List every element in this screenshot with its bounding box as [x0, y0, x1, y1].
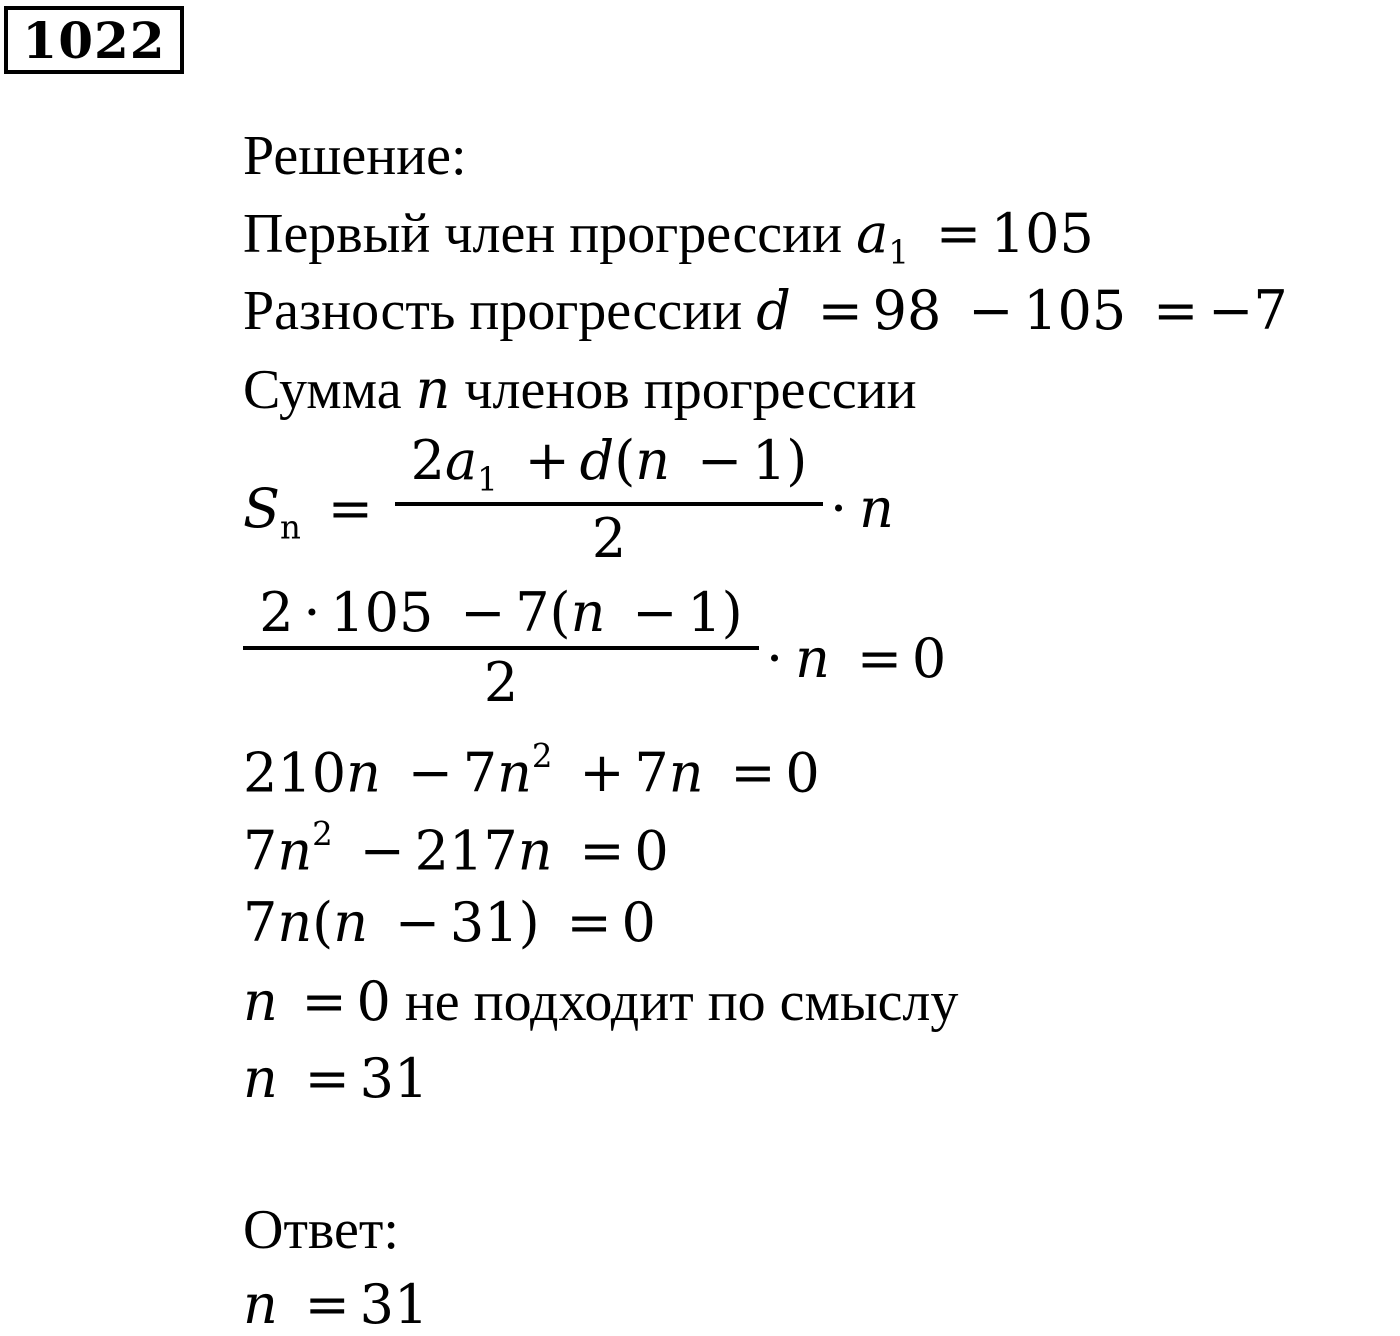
sum-intro-line [243, 358, 917, 421]
term-217: 217 [414, 819, 518, 883]
n-var: n [859, 477, 894, 540]
equals-sign: = [304, 1047, 350, 1110]
sum-formula-fraction [395, 429, 823, 570]
coef-2: 2 [410, 429, 445, 492]
n-var: n [277, 891, 313, 954]
minus-sign: − [632, 581, 678, 644]
equation-denominator: 2 [483, 651, 519, 714]
equation-line-5 [243, 970, 959, 1033]
n-var: n [277, 819, 313, 883]
plus-sign: + [579, 741, 625, 805]
open-paren: ( [312, 891, 334, 954]
sum-intro-pre: Сумма [243, 359, 402, 421]
fraction-bar [243, 646, 759, 650]
n-var: n [497, 741, 532, 805]
first-term-value: 105 [990, 202, 1094, 265]
term-210: 210 [243, 741, 347, 805]
problem-number: 1022 [22, 10, 166, 70]
fraction-numerator [395, 429, 823, 499]
equals-sign: = [304, 1273, 350, 1336]
minus-sign: − [460, 581, 506, 644]
term-7: 7 [243, 891, 278, 954]
first-term-text: Первый член прогрессии [243, 203, 843, 265]
zero: 0 [356, 970, 391, 1033]
zero: 0 [911, 627, 947, 690]
plus-sign: + [524, 429, 570, 492]
sum-formula-lhs [243, 477, 383, 547]
equation-line-4 [243, 891, 656, 954]
n-var: n [346, 741, 381, 805]
equals-sign: = [327, 477, 374, 540]
equals-sign: = [817, 279, 863, 342]
n-var: n [243, 970, 278, 1033]
n-var: n [668, 741, 704, 805]
n-var: n [570, 581, 606, 644]
answer-label: Ответ: [243, 1199, 399, 1261]
term-31: 31 [449, 891, 519, 954]
open-paren: ( [614, 429, 636, 492]
minus-sign: − [359, 819, 405, 883]
sum-formula-rhs [830, 477, 894, 540]
answer-line [243, 1273, 429, 1336]
n-var: n [243, 1273, 278, 1336]
a-sub: 1 [477, 460, 498, 499]
equation-line-6 [243, 1047, 429, 1110]
d-var: d [579, 429, 615, 492]
equation-rhs [766, 627, 947, 690]
exponent: 2 [531, 737, 553, 775]
dot-sign: · [766, 627, 784, 690]
term-7: 7 [634, 741, 669, 805]
difference-text: Разность прогрессии [243, 280, 743, 342]
term-7: 7 [462, 741, 498, 805]
n-var: n [635, 429, 671, 492]
term-105: 105 [1023, 279, 1127, 342]
solution-label: Решение: [243, 125, 467, 187]
equals-sign: = [730, 741, 776, 805]
problem-number-box [4, 6, 184, 74]
equation-line-3 [243, 815, 669, 883]
equation-numerator [243, 581, 759, 644]
n-var: n [243, 1047, 278, 1110]
minus-sign: − [696, 429, 743, 492]
sum-intro-post: членов прогрессии [464, 359, 917, 421]
equals-sign: = [1153, 279, 1199, 342]
zero: 0 [634, 819, 669, 883]
zero: 0 [785, 741, 820, 805]
minus-sign: − [394, 891, 441, 954]
close-paren: ) [518, 891, 540, 954]
difference-var: d [756, 279, 791, 342]
coef-2: 2 [259, 581, 294, 644]
difference-line [243, 279, 1288, 342]
one: 1 [751, 429, 787, 492]
n-var: n [795, 627, 830, 690]
term-7: 7 [243, 819, 278, 883]
fraction-denominator: 2 [591, 506, 627, 570]
dot-sign: · [830, 477, 848, 540]
term-98: 98 [872, 279, 942, 342]
sum-var: S [243, 477, 280, 540]
minus-sign: − [968, 279, 1014, 342]
zero: 0 [621, 891, 656, 954]
equals-sign: = [301, 970, 347, 1033]
first-term-line [243, 202, 1094, 272]
fraction-bar [395, 502, 823, 506]
a-var: a [444, 429, 478, 492]
answer-value: 31 [359, 1273, 429, 1336]
equals-sign: = [856, 627, 903, 690]
exponent: 2 [312, 815, 333, 853]
term-7: 7( [515, 581, 571, 644]
first-term-var: a [856, 202, 889, 265]
term-31: 31 [359, 1047, 429, 1110]
sum-intro-var: n [415, 358, 451, 421]
equation-line-2 [243, 737, 820, 805]
equation-fraction [243, 581, 759, 714]
rejection-text: не подходит по смыслу [404, 971, 959, 1033]
equals-sign: = [935, 202, 982, 265]
term-105: 105 [330, 581, 434, 644]
sum-sub: n [280, 508, 301, 547]
difference-result: −7 [1208, 279, 1288, 342]
close-paren: ) [786, 429, 808, 492]
minus-sign: − [407, 741, 453, 805]
equals-sign: = [566, 891, 612, 954]
equals-sign: = [579, 819, 625, 883]
one: 1) [687, 581, 743, 644]
dot-sign: · [303, 581, 321, 644]
n-var: n [333, 891, 368, 954]
n-var: n [517, 819, 553, 883]
first-term-sub: 1 [888, 233, 909, 272]
